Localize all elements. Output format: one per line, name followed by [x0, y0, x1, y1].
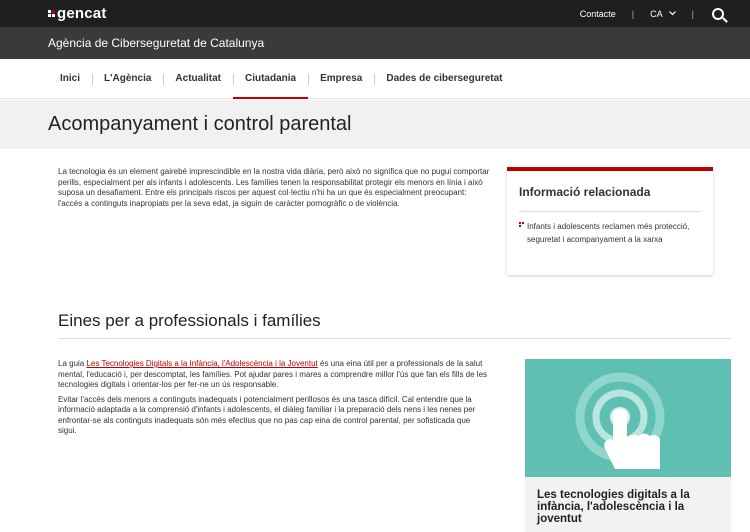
intro-paragraph: La tecnologia és un element gairebé imprescindible en la nostra vida diària, però això no significa que no pugui comportar perills, especialment per als infants i adolescents. Les famílies tenen la responsabilitat protegir els menors en línia i això suposa un desafiament. Entre els principals riscos per aquest col·lectiu n'hi ha un que és especialment preocupant: l'accés a continguts inapropiats per la seva edat, ja siguin de caràcter pornogràfic o de violència.: [58, 167, 490, 208]
bullet-icon: [519, 222, 527, 246]
gencat-logo[interactable]: [48, 5, 107, 22]
divider: |: [631, 8, 635, 19]
site-title[interactable]: Agència de Ciberseguretat de Catalunya: [48, 36, 265, 50]
text-fragment: La guia: [58, 359, 87, 368]
text-fragment: és una eina útil per a professionals de la salut mental, l'educació i, per descomptat, les famílies. Pot ajudar pares i mares a comprendre millor l'ús que fan els fills de les tecnologies digitals i orientar-los per fer-ne un ús responsable.: [58, 359, 488, 389]
nav-item-actualitat[interactable]: Actualitat: [163, 59, 233, 99]
gencat-logo-mark-icon: [48, 10, 55, 17]
nav-item-agencia[interactable]: L'Agència: [92, 59, 163, 99]
related-link-text: Infants i adolescents reclamen més protecció, seguretat i acompanyament a la xarxa: [527, 222, 690, 244]
main-nav: [0, 59, 750, 99]
top-bar: [0, 0, 750, 27]
card-title: Les tecnologies digitals a la infància, l'adolescència i la joventut: [525, 477, 731, 532]
contact-link[interactable]: Contacte: [579, 8, 616, 19]
tools-paragraph-1: [58, 359, 490, 391]
search-icon[interactable]: [712, 8, 724, 20]
language-selector[interactable]: [650, 9, 676, 19]
divider: |: [691, 8, 694, 19]
related-link[interactable]: [519, 220, 701, 246]
page-title: Acompanyament i control parental: [48, 113, 352, 135]
tools-text: [58, 359, 490, 532]
touch-hand-icon: [525, 359, 731, 477]
nav-item-ciutadania[interactable]: Ciutadania: [233, 59, 308, 99]
nav-item-inici[interactable]: Inici: [60, 73, 81, 84]
chevron-down-icon: [669, 11, 676, 16]
language-label: CA: [650, 8, 663, 19]
guide-link[interactable]: Les Tecnologies Digitals a la Infància, l'Adolescència i la Joventut: [86, 359, 318, 368]
nav-item-empresa[interactable]: Empresa: [308, 59, 374, 99]
gencat-logo-text: gencat: [57, 5, 107, 22]
related-info-box: [507, 167, 713, 275]
nav-item-dades[interactable]: Dades de ciberseguretat: [374, 59, 514, 99]
related-info-title: Informació relacionada: [519, 185, 701, 212]
tools-paragraph-2: Evitar l'accés dels menors a continguts inadequats i potencialment perillosos és una tasca difícil. Cal entendre que la informació adaptada a la comprensió d'infants i adolescents, el diàleg familiar i la preparació dels nens i les nenes per enfrontar-se als continguts inadequats són més efectius que no pas cap eina de control parental, per sofisticada que sigui.: [58, 394, 476, 435]
site-title-bar: [0, 27, 750, 59]
section-title: Eines per a professionals i famílies: [58, 311, 731, 339]
guide-card[interactable]: [525, 359, 731, 532]
page-header: [0, 100, 750, 149]
